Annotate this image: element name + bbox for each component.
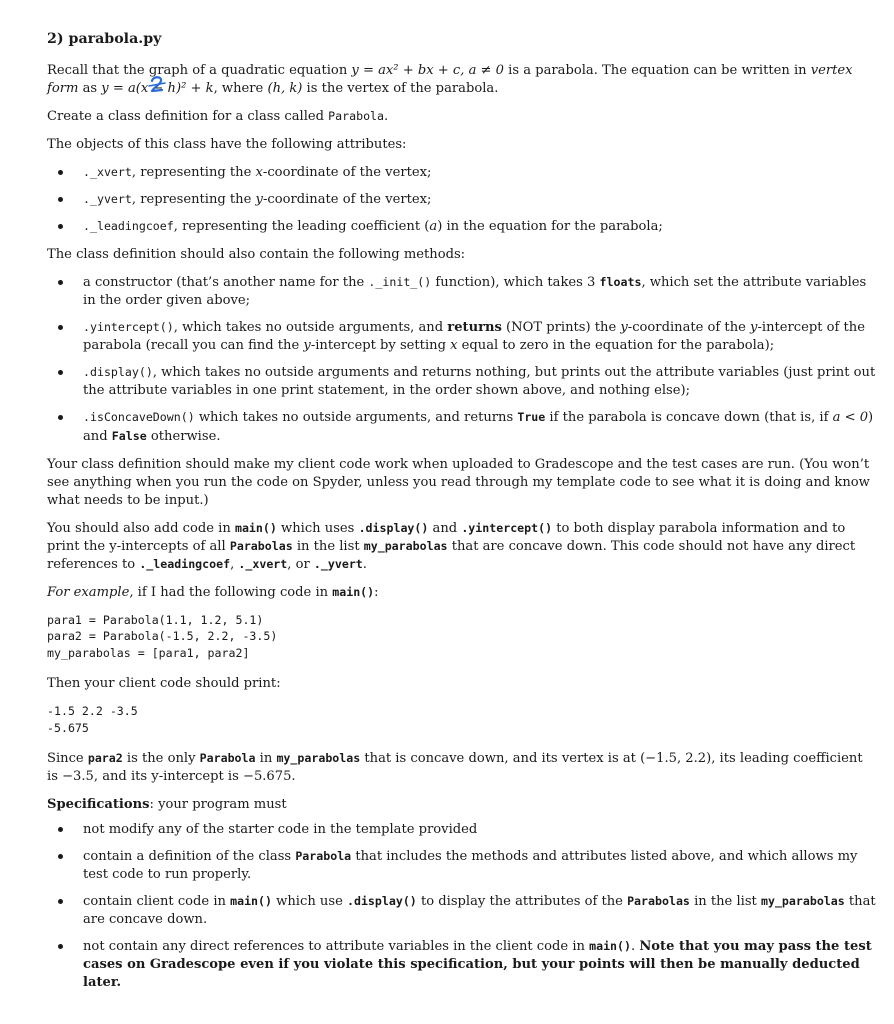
text: which takes no outside arguments, and returns [194,410,518,426]
text: if the parabola is concave down (that is, if [545,410,833,426]
bold-text: returns [447,320,502,336]
vertex-form-term: vertex form [47,62,853,96]
text: -coordinate of the vertex; [262,191,432,207]
methods-heading: The class definition should also contain the following methods: [47,247,466,263]
list-item [83,409,877,445]
text: which use [272,893,347,909]
inline-code: ._xvert [238,556,288,571]
text: is the vertex of the parabola. [302,80,499,96]
text: -intercept by setting [310,338,451,354]
list-item [83,364,877,400]
italic-text: For example [47,584,130,600]
text: Create a class definition for a class called [47,108,329,124]
methods-list [47,274,877,446]
text: is the only [122,751,200,767]
equation-general: y = ax² + bx + c, a ≠ 0 [351,62,505,78]
inline-code: .display() [346,893,417,908]
text: You should also add code in [47,520,235,536]
page-title: 2) parabola.py [47,31,162,47]
bold-note: Note that you may pass the test cases on Gradescope even if you violate this specification, but your points will then be manually deducted later. [83,938,872,990]
output-intro: Then your client code should print: [47,676,281,692]
text: Since [47,751,88,767]
attributes-list [47,164,877,236]
attributes-heading: The objects of this class have the following attributes: [47,136,407,152]
math-var: x [450,338,458,354]
inline-code: True [517,410,546,425]
inline-code: .yintercept() [461,520,553,535]
text: not contain any direct references to attribute variables in the client code in [83,938,590,954]
example-intro [47,584,877,602]
text: : your program must [149,797,287,813]
text: . [631,938,640,954]
text: ) in the equation for the parabola; [437,218,663,234]
text: , which takes no outside arguments, and [173,320,448,336]
inline-code: Parabolas [627,893,690,908]
inline-code: my_parabolas [760,893,845,908]
inline-code: Parabola [199,751,256,766]
class-name: Parabola [328,108,385,123]
method-code: .display() [83,365,153,380]
text: to display the attributes of the [416,893,628,909]
text: that are concave down. [83,893,876,927]
text: . [362,556,367,572]
text: , representing the [131,164,256,180]
inline-code: main() [332,584,375,599]
text: : [374,584,379,600]
code-example-block: para1 = Parabola(1.1, 1.2, 5.1) para2 = Parabola(-1.5, 2.2, -3.5) my_parabolas = [para1, para2] [47,613,278,660]
list-item [83,274,877,310]
text: that includes the methods and attributes listed above, and which allows my test code to run properly. [83,848,858,882]
assignment-page [47,30,877,1002]
text: , which set the attribute variables in the order given above; [83,275,867,309]
text: as [78,80,102,96]
text: , representing the leading coefficient ( [173,218,430,234]
text: which uses [276,520,359,536]
text: . [384,108,389,124]
inline-code: my_parabolas [276,751,361,766]
inline-code: False [111,428,147,443]
text: that is concave down, and its vertex is at (−1.5, 2.2), its leading coefficient is −3.5, and its y-intercept is −5.675. [47,751,863,785]
list-item [83,164,877,182]
method-code: .yintercept() [83,320,174,335]
list-item [83,938,877,992]
inline-code: Parabola [295,848,352,863]
text: , if I had the following code in [129,584,333,600]
inline-code: para2 [87,751,123,766]
math-var: y [303,338,311,354]
inline-code: floats [599,275,642,290]
text: equal to zero in the equation for the parabola); [457,338,775,354]
method-code: .isConcaveDown() [83,410,195,425]
inline-code: ._yvert [313,556,363,571]
inline-code: main() [230,893,272,908]
math-var: x [255,164,263,180]
math-var: y [620,320,628,336]
list-item [83,848,877,884]
text: otherwise. [146,428,221,444]
text: , representing the [131,191,256,207]
text: -coordinate of the vertex; [262,164,432,180]
text: -intercept of the parabola (recall you can find the [83,320,865,354]
output-example-block: -1.5 2.2 -3.5 -5.675 [47,704,138,735]
text: Recall that the graph of a quadratic equation [47,62,352,78]
text: in the list [689,893,761,909]
specifications-heading [47,796,877,814]
vertex-notation: (h, k) [267,80,303,96]
attribute-code: ._xvert [83,164,132,179]
text: function), which takes 3 [431,275,600,291]
math-var: a [429,218,438,234]
text: , where [213,80,268,96]
text: that are concave down. This code should not have any direct references to [47,538,856,572]
text: a constructor (that’s another name for the [83,275,369,291]
text: , [230,556,239,572]
inline-code: main() [589,938,631,953]
text: is a parabola. The equation can be written in [504,62,811,78]
text: , or [287,556,314,572]
attribute-code: ._leadingcoef [83,218,174,233]
math-var: y [750,320,758,336]
text: , which takes no outside arguments and returns nothing, but prints out the attribute variables (just print out the attribute variables in one print statement, in the order shown above, and nothing else); [83,365,876,399]
inline-code: .display() [358,520,429,535]
math-expression: a < 0 [832,410,869,426]
method-code: ._init_() [368,275,432,290]
text: (NOT prints) the [501,320,621,336]
intro-paragraph [47,62,877,98]
list-item: not modify any of the starter code in the template provided [83,821,877,839]
math-var: y [255,191,263,207]
text: ) and [83,410,874,444]
list-item [83,319,877,355]
text: contain a definition of the class [83,848,296,864]
list-item [83,893,877,929]
class-paragraph [47,108,877,126]
text: contain client code in [83,893,231,909]
text: -coordinate of the [627,320,751,336]
text: to both display parabola information and to print the y-intercepts of all [47,520,846,554]
gradescope-paragraph: Your class definition should make my client code work when uploaded to Gradescope and the test cases are run. (You won’t see anything when you run the code on Spyder, unless you read through my template code to see what it is doing and know what needs to be input.) [47,456,870,508]
inline-code: Parabolas [229,538,293,553]
list-item [83,218,877,236]
inline-code: my_parabolas [363,538,448,553]
explanation-paragraph [47,750,877,786]
attribute-code: ._yvert [83,191,132,206]
specifications-list [47,821,877,993]
list-item [83,191,877,209]
text: in [255,751,277,767]
inline-code: main() [234,520,277,535]
main-paragraph [47,520,877,574]
equation-vertex-form: y = a(x − h)² + k [101,80,214,96]
inline-code: ._leadingcoef [139,556,231,571]
bold-text: Specifications [47,797,150,813]
text: in the list [292,538,364,554]
handwritten-2-annotation-icon [147,74,169,96]
text: and [428,520,462,536]
